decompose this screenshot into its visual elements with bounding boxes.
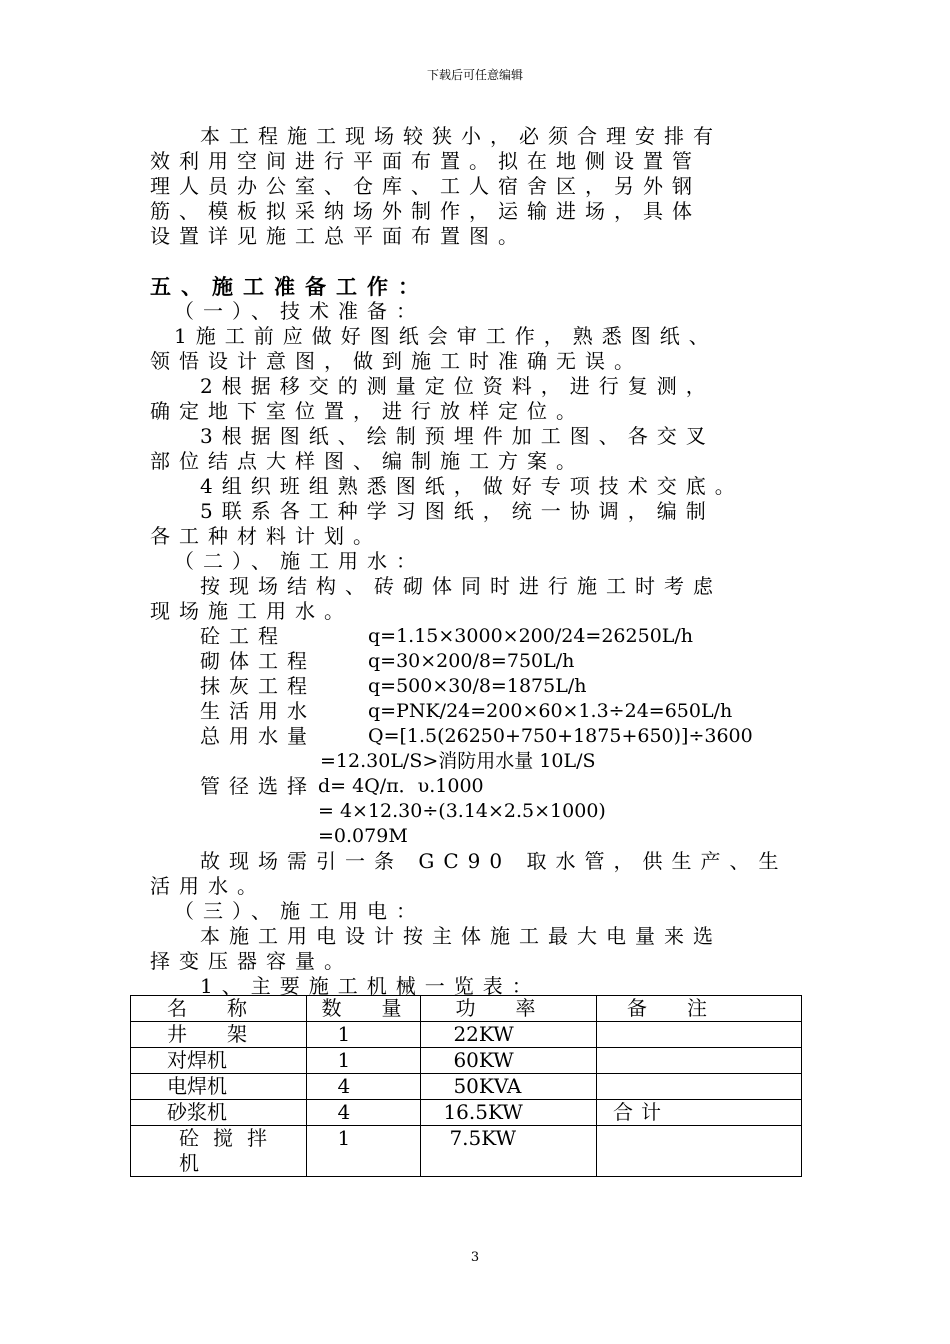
water-conclusion-line: 活用水。 (150, 874, 266, 898)
water-conclusion-line: 故现场需引一条 GC90 取水管，供生产、生 (200, 849, 788, 873)
table-cell: 对焊机 (131, 1048, 307, 1074)
table-cell: 1 (307, 1048, 421, 1074)
water-calc-label: 总用水量 (200, 724, 316, 748)
tech-item: 确定地下室位置，进行放样定位。 (150, 399, 585, 423)
table-cell (597, 1074, 802, 1100)
table-cell: 4 (307, 1100, 421, 1126)
table-cell: 16.5KW (421, 1100, 597, 1126)
table-cell: 井 架 (131, 1022, 307, 1048)
table-header-cell: 数 量 (307, 996, 421, 1022)
intro-line: 本工程施工现场较狭小，必须合理安排有 (200, 124, 722, 148)
table-cell: 50KVA (421, 1074, 597, 1100)
subsection-title-power: （三）、施工用电： (174, 899, 425, 923)
tech-item: 3根据图纸、绘制预埋件加工图、各交叉 (200, 424, 715, 448)
table-header-cell: 名 称 (131, 996, 307, 1022)
power-intro-line: 本施工用电设计按主体施工最大电量来选 (200, 924, 722, 948)
table-cell: 4 (307, 1074, 421, 1100)
water-calc-formula: q=1.15×3000×200/24=26250L/h (368, 625, 694, 647)
tech-item: 2根据移交的测量定位资料，进行复测， (200, 374, 715, 398)
tech-item: 4组织班组熟悉图纸，做好专项技术交底。 (200, 474, 744, 498)
table-cell: 60KW (421, 1048, 597, 1074)
table-header-cell: 备 注 (597, 996, 802, 1022)
table-row (131, 1126, 802, 1177)
intro-line: 筋、模板拟采纳场外制作，运输进场，具体 (150, 199, 701, 223)
water-calc-label: 生活用水 (200, 699, 316, 723)
water-intro-line: 现场施工用水。 (150, 599, 353, 623)
water-total-continuation: =12.30L/S>消防用水量 10L/S (320, 750, 596, 772)
document-body (150, 124, 792, 1004)
table-cell: 电焊机 (131, 1074, 307, 1100)
table-row (131, 1100, 802, 1126)
pipe-formula: d= 4Q/π．υ.1000 (318, 775, 484, 797)
pipe-formula-line: = 4×12.30÷(3.14×2.5×1000) (318, 800, 606, 822)
water-calc-formula: Q=[1.5(26250+750+1875+650)]÷3600 (368, 725, 753, 747)
table-cell: 砂浆机 (131, 1100, 307, 1126)
subsection-title-water: （二）、施工用水： (174, 549, 425, 573)
table-cell: 7.5KW (421, 1126, 597, 1177)
intro-line: 效利用空间进行平面布置。拟在地侧设置管 (150, 149, 701, 173)
pipe-label: 管径选择 (200, 774, 316, 798)
tech-item: 各工种材料计划。 (150, 524, 382, 548)
water-calc-label: 砌体工程 (200, 649, 316, 673)
table-cell (597, 1048, 802, 1074)
table-cell: 1 (307, 1022, 421, 1048)
page-header-note: 下载后可任意编辑 (426, 68, 523, 82)
water-calc-label: 抹灰工程 (200, 674, 316, 698)
page-number: 3 (470, 1250, 480, 1265)
section-heading: 五、施工准备工作： (150, 274, 429, 299)
tech-item: 部位结点大样图、编制施工方案。 (150, 449, 585, 473)
table-header-row (131, 996, 802, 1022)
table-cell: 1 (307, 1126, 421, 1177)
water-intro-line: 按现场结构、砖砌体同时进行施工时考虑 (200, 574, 722, 598)
table-cell: 合计 (597, 1100, 802, 1126)
water-calc-formula: q=500×30/8=1875L/h (368, 675, 587, 697)
power-intro-line: 择变压器容量。 (150, 949, 353, 973)
table-cell: 砼搅拌机 (131, 1126, 307, 1177)
tech-item: 5联系各工种学习图纸，统一协调，编制 (200, 499, 715, 523)
water-calc-formula: q=PNK/24=200×60×1.3÷24=650L/h (368, 700, 733, 722)
table-cell: 22KW (421, 1022, 597, 1048)
tech-item: 领悟设计意图，做到施工时准确无误。 (150, 349, 643, 373)
water-calc-formula: q=30×200/8=750L/h (368, 650, 575, 672)
machine-table (130, 995, 802, 1177)
intro-line: 理人员办公室、仓库、工人宿舍区，另外钢 (150, 174, 701, 198)
tech-item: 1施工前应做好图纸会审工作，熟悉图纸、 (174, 324, 718, 348)
machine-list-title: 1、主要施工机械一览表： (200, 974, 541, 998)
intro-line: 设置详见施工总平面布置图。 (150, 224, 527, 248)
table-row (131, 1074, 802, 1100)
table-row (131, 1048, 802, 1074)
table-row (131, 1022, 802, 1048)
subsection-title-tech: （一）、技术准备： (174, 299, 425, 323)
pipe-formula-line: =0.079M (318, 825, 408, 847)
water-calc-label: 砼工程 (200, 624, 287, 648)
table-header-cell: 功 率 (421, 996, 597, 1022)
table-cell (597, 1126, 802, 1177)
table-cell (597, 1022, 802, 1048)
